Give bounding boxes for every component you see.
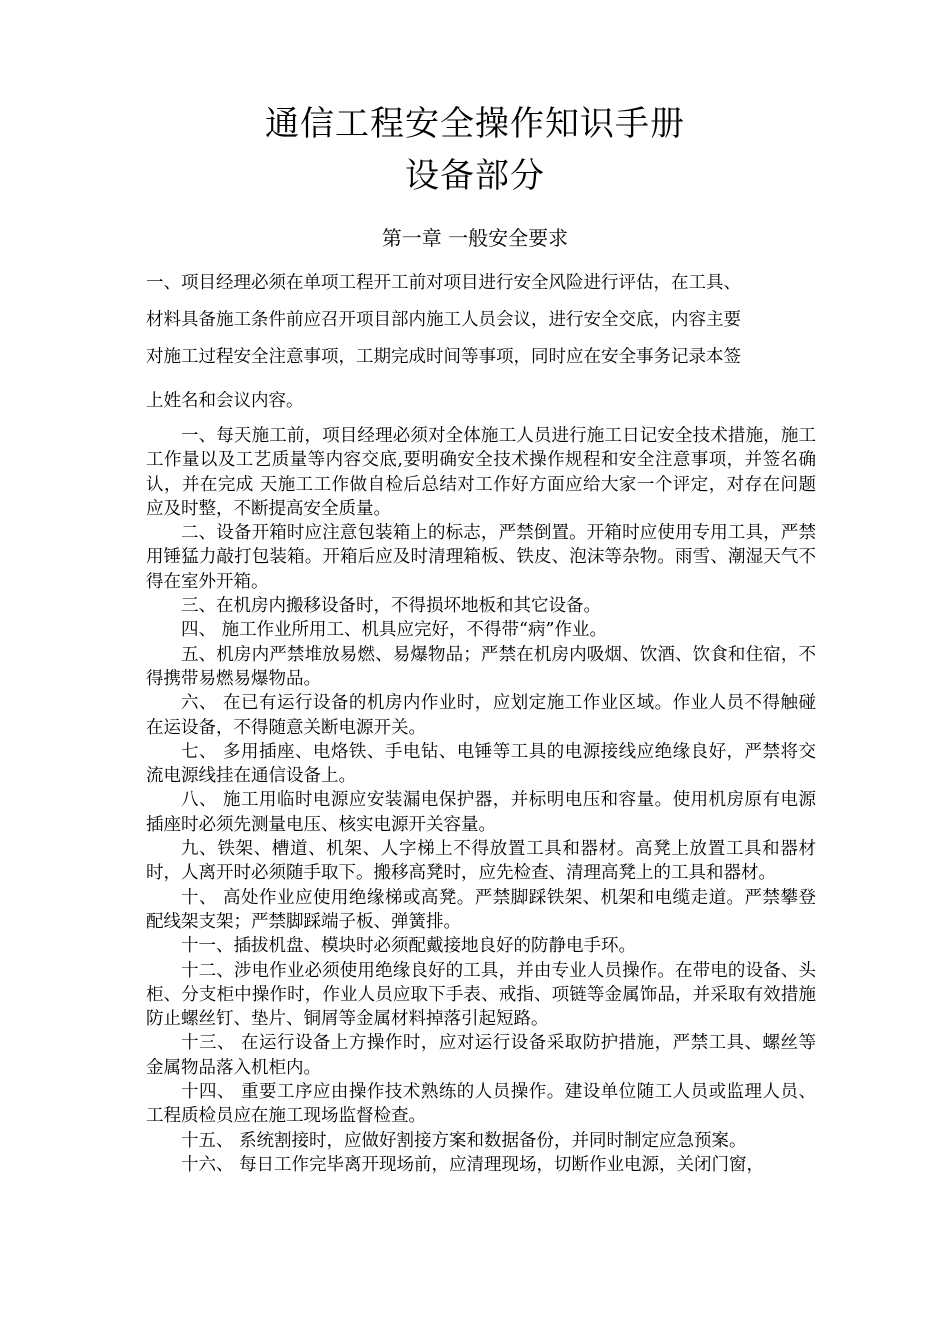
intro-line: 对施工过程安全注意事项，工期完成时间等事项，同时应在安全事务记录本签 <box>146 347 741 367</box>
rules-body <box>146 424 816 1177</box>
rule-paragraph: 九、铁架、槽道、机架、人字梯上不得放置工具和器材。高凳上放置工具和器材时，人离开时必须随手取下。搬移高凳时，应先检查、清理高凳上的工具和器材。 <box>146 839 816 884</box>
rule-paragraph: 四、 施工作业所用工、机具应完好，不得带“病”作业。 <box>181 620 607 641</box>
intro-line: 上姓名和会议内容。 <box>146 391 304 411</box>
rule-paragraph: 六、 在已有运行设备的机房内作业时，应划定施工作业区域。作业人员不得触碰在运设备，不得随意关断电源开关。 <box>146 693 816 738</box>
rule-paragraph: 一、每天施工前，项目经理必须对全体施工人员进行施工日记安全技术措施，施工工作量以及工艺质量等内容交底,要明确安全技术操作规程和安全注意事项，并签名确认，并在完成 天施工工作做自检后总结对工作好方面应给大家一个评定，对存在问题应及时整，不断提高安全质量。 <box>146 426 816 519</box>
rule-paragraph: 八、 施工用临时电源应安装漏电保护器，并标明电压和容量。使用机房原有电源插座时必须先测量电压、核实电源开关容量。 <box>146 790 816 835</box>
rule-paragraph: 七、 多用插座、电烙铁、手电钻、电锤等工具的电源接线应绝缘良好，严禁将交流电源线挂在通信设备上。 <box>146 741 816 787</box>
rule-paragraph: 十一、插拔机盘、模块时必须配戴接地良好的防静电手环。 <box>181 936 636 957</box>
document-title: 通信工程安全操作知识手册 <box>265 104 685 144</box>
rule-paragraph: 十三、 在运行设备上方操作时，应对运行设备采取防护措施，严禁工具、螺丝等金属物品落入机柜内。 <box>146 1033 816 1078</box>
rule-paragraph: 三、在机房内搬移设备时，不得损坏地板和其它设备。 <box>181 596 601 617</box>
rule-paragraph: 十二、涉电作业必须使用绝缘良好的工具，并由专业人员操作。在带电的设备、头柜、分支柜中操作时，作业人员应取下手表、戒指、项链等金属饰品，并采取有效措施防止螺丝钉、垫片、铜屑等金属材料掉落引起短路。 <box>146 960 816 1030</box>
chapter-heading: 第一章 一般安全要求 <box>381 226 569 250</box>
document-subtitle: 设备部分 <box>405 156 545 196</box>
rule-paragraph: 二、设备开箱时应注意包装箱上的标志，严禁倒置。开箱时应使用专用工具，严禁用锤猛力敲打包装箱。开箱后应及时清理箱板、铁皮、泡沫等杂物。雨雪、潮湿天气不得在室外开箱。 <box>146 523 816 592</box>
intro-line: 一、项目经理必须在单项工程开工前对项目进行安全风险进行评估，在工具、 <box>146 273 741 293</box>
rule-paragraph: 十六、 每日工作完毕离开现场前，应清理现场，切断作业电源，关闭门窗， <box>181 1154 765 1175</box>
rule-paragraph: 十五、 系统割接时，应做好割接方案和数据备份，并同时制定应急预案。 <box>181 1130 747 1151</box>
rule-paragraph: 十、 高处作业应使用绝缘梯或高凳。严禁脚踩铁架、机架和电缆走道。严禁攀登配线架支架；严禁脚踩端子板、弹簧排。 <box>146 887 816 932</box>
rule-paragraph: 十四、 重要工序应由操作技术熟练的人员操作。建设单位随工人员或监理人员、工程质检员应在施工现场监督检查。 <box>146 1082 816 1127</box>
rule-paragraph: 五、机房内严禁堆放易燃、易爆物品；严禁在机房内吸烟、饮酒、饮食和住宿，不得携带易燃易爆物品。 <box>146 644 816 689</box>
intro-line: 材料具备施工条件前应召开项目部内施工人员会议，进行安全交底，内容主要 <box>146 310 741 330</box>
